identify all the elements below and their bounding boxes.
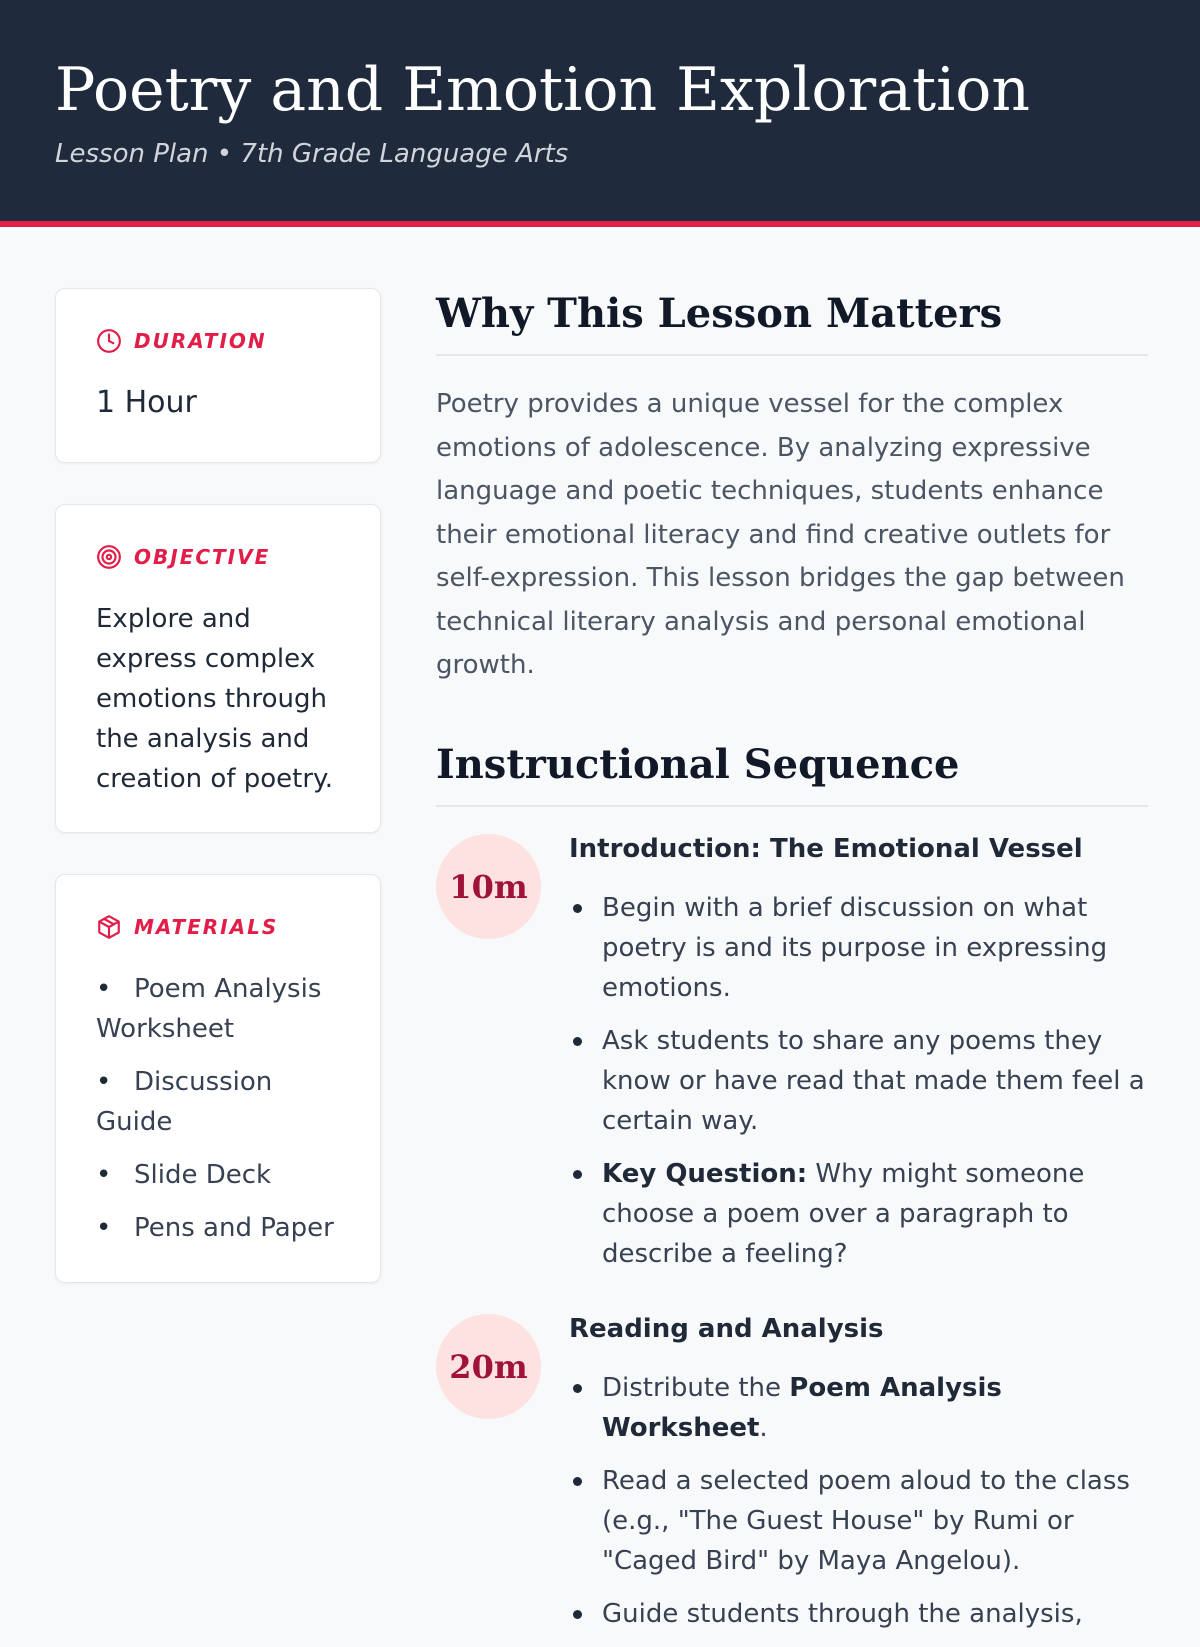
list-item: • Slide Deck	[96, 1155, 356, 1195]
step-time-badge: 10m	[436, 834, 541, 939]
list-item	[569, 1368, 1149, 1448]
objective-card	[55, 504, 381, 833]
duration-card	[55, 288, 381, 463]
list-item-text: .	[759, 1413, 768, 1443]
clock-icon	[96, 328, 122, 354]
worksheet-name: Poem Analysis Worksheet	[602, 1373, 1002, 1443]
why-heading: Why This Lesson Matters	[436, 286, 1148, 356]
list-item	[569, 1594, 1149, 1634]
page-title: Poetry and Emotion Exploration	[55, 55, 1031, 125]
list-item	[569, 1154, 1149, 1274]
step-time-badge: 20m	[436, 1314, 541, 1419]
list-item	[569, 1021, 1149, 1141]
objective-text: Explore and express complex emotions through the analysis and creation of poetry.	[96, 604, 333, 794]
target-icon	[96, 544, 122, 570]
sequence-heading: Instructional Sequence	[436, 737, 1148, 807]
list-item	[569, 888, 1149, 1008]
step-list	[569, 888, 1149, 1287]
list-item-text: Distribute the	[602, 1373, 790, 1403]
step-title: Reading and Analysis	[569, 1314, 884, 1344]
list-item: • Pens and Paper	[96, 1208, 356, 1248]
objective-label-row	[96, 543, 270, 571]
objective-label: OBJECTIVE	[134, 545, 271, 569]
duration-label: DURATION	[134, 329, 267, 353]
list-item-text: Read a selected poem aloud to the class (e.g., "The Guest House" by Rumi or "Caged Bird" by Maya Angelou).	[602, 1466, 1130, 1576]
materials-list	[96, 969, 356, 1261]
list-item-text: Begin with a brief discussion on what poetry is and its purpose in expressing emotions.	[602, 893, 1108, 1003]
duration-label-row	[96, 327, 267, 355]
materials-label-row	[96, 913, 278, 941]
duration-value: 1 Hour	[96, 385, 197, 420]
materials-label: MATERIALS	[134, 915, 279, 939]
materials-card	[55, 874, 381, 1283]
list-item: • Poem Analysis Worksheet	[96, 969, 356, 1049]
package-icon	[96, 914, 122, 940]
list-item	[569, 1461, 1149, 1581]
page-subtitle: Lesson Plan • 7th Grade Language Arts	[55, 139, 569, 169]
key-question-label: Key Question:	[602, 1159, 808, 1189]
list-item-text: Ask students to share any poems they know or have read that made them feel a certain way.	[602, 1026, 1145, 1136]
list-item-text: Guide students through the analysis,	[602, 1599, 1083, 1629]
header	[0, 0, 1200, 227]
list-item: • Discussion Guide	[96, 1062, 356, 1142]
step-title: Introduction: The Emotional Vessel	[569, 834, 1083, 864]
list-item-text: Why might someone choose a poem over a paragraph to describe a feeling?	[602, 1159, 1085, 1269]
why-text: Poetry provides a unique vessel for the complex emotions of adolescence. By analyzing expressive language and poetic techniques, students enhance their emotional literacy and find creative outlets for self-expression. This lesson bridges the gap between technical literary analysis and personal emotional growth.	[436, 389, 1125, 680]
step-list	[569, 1368, 1149, 1647]
